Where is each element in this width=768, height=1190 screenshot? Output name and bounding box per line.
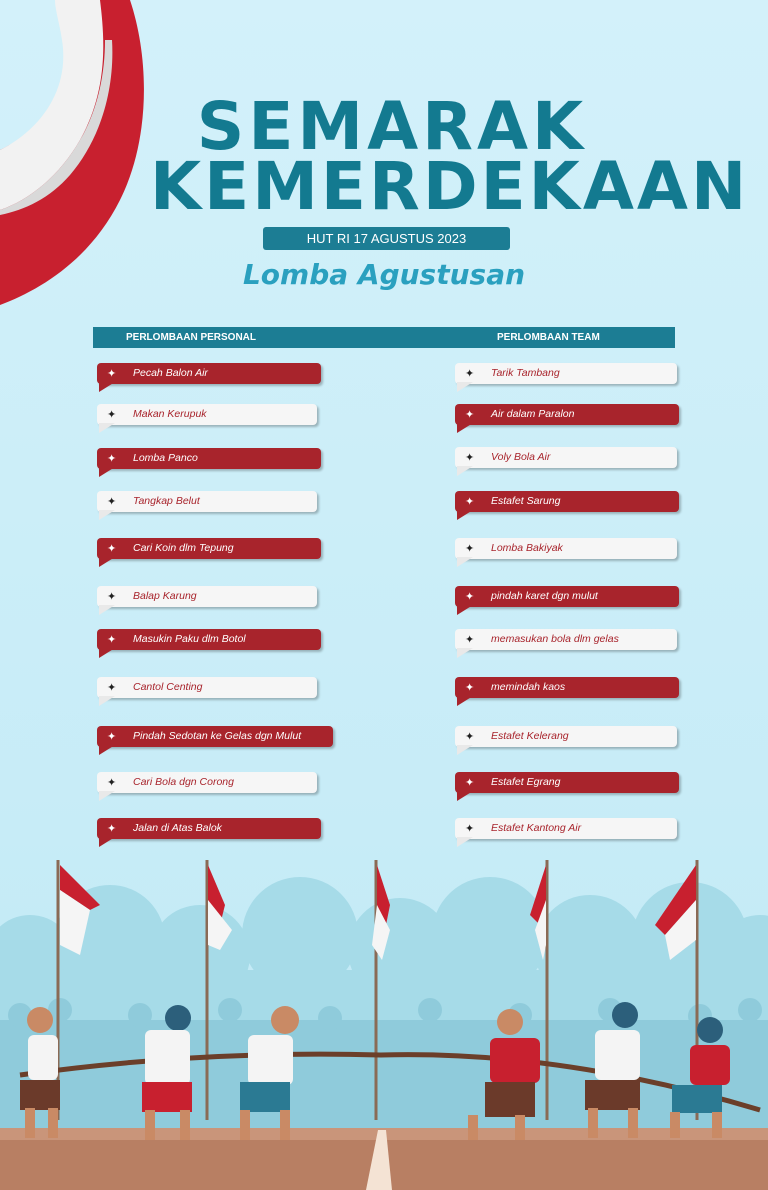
sparkle-icon: ✦	[107, 730, 117, 743]
item-label: Lomba Panco	[133, 452, 198, 464]
team-item-air-dalam-paralon	[455, 404, 679, 425]
team-column-header: PERLOMBAAN TEAM	[497, 332, 600, 343]
sparkle-icon: ✦	[107, 681, 117, 694]
sparkle-icon: ✦	[465, 730, 475, 743]
item-label: Estafet Sarung	[491, 495, 561, 507]
item-label: pindah karet dgn mulut	[491, 590, 598, 602]
item-label: Jalan di Atas Balok	[133, 822, 222, 834]
item-label: Pecah Balon Air	[133, 367, 208, 379]
item-label: Makan Kerupuk	[133, 408, 207, 420]
sparkle-icon: ✦	[465, 451, 475, 464]
item-label: Cari Bola dgn Corong	[133, 776, 234, 788]
sparkle-icon: ✦	[465, 776, 475, 789]
date-badge: HUT RI 17 AGUSTUS 2023	[263, 227, 510, 250]
sparkle-icon: ✦	[107, 495, 117, 508]
sparkle-icon: ✦	[107, 776, 117, 789]
item-label: memindah kaos	[491, 681, 566, 693]
sparkle-icon: ✦	[107, 367, 117, 380]
team-item-lomba-bakiyak	[455, 538, 677, 559]
main-title-line2: KEMERDEKAAN	[150, 148, 750, 225]
sparkle-icon: ✦	[465, 367, 475, 380]
sparkle-icon: ✦	[107, 633, 117, 646]
column-header-bar	[93, 327, 675, 348]
team-item-memindah-kaos	[455, 677, 679, 698]
item-label: Estafet Kelerang	[491, 730, 569, 742]
personal-item-tangkap-belut	[97, 491, 317, 512]
item-label: Cantol Centing	[133, 681, 203, 693]
personal-item-pecah-balon-air	[97, 363, 321, 384]
item-label: memasukan bola dlm gelas	[491, 633, 619, 645]
tug-of-war-illustration	[0, 850, 768, 1190]
item-label: Masukin Paku dlm Botol	[133, 633, 246, 645]
subtitle: Lomba Agustusan	[242, 258, 526, 291]
personal-item-jalan-di-atas-balok	[97, 818, 321, 839]
sparkle-icon: ✦	[107, 590, 117, 603]
sparkle-icon: ✦	[465, 495, 475, 508]
item-label: Air dalam Paralon	[491, 408, 575, 420]
item-label: Estafet Egrang	[491, 776, 561, 788]
item-label: Balap Karung	[133, 590, 197, 602]
personal-column-header: PERLOMBAAN PERSONAL	[126, 332, 257, 343]
sparkle-icon: ✦	[465, 590, 475, 603]
item-label: Lomba Bakiyak	[491, 542, 563, 554]
sparkle-icon: ✦	[465, 681, 475, 694]
personal-item-cari-koin-dlm-tepung	[97, 538, 321, 559]
team-item-pindah-karet-dgn-mulut	[455, 586, 679, 607]
personal-item-pindah-sedotan-ke-gelas-dgn-mulut	[97, 726, 333, 747]
sparkle-icon: ✦	[107, 822, 117, 835]
item-label: Cari Koin dlm Tepung	[133, 542, 234, 554]
team-item-estafet-kantong-air	[455, 818, 677, 839]
personal-item-balap-karung	[97, 586, 317, 607]
team-item-estafet-kelerang	[455, 726, 677, 747]
personal-item-lomba-panco	[97, 448, 321, 469]
main-title-line1: SEMARAK	[196, 88, 588, 165]
item-label: Tarik Tambang	[491, 367, 560, 379]
sparkle-icon: ✦	[107, 408, 117, 421]
sparkle-icon: ✦	[107, 542, 117, 555]
item-label: Tangkap Belut	[133, 495, 200, 507]
team-item-estafet-sarung	[455, 491, 679, 512]
item-label: Voly Bola Air	[491, 451, 551, 463]
sparkle-icon: ✦	[465, 542, 475, 555]
team-item-voly-bola-air	[455, 447, 677, 468]
sparkle-icon: ✦	[465, 822, 475, 835]
item-label: Pindah Sedotan ke Gelas dgn Mulut	[133, 730, 302, 742]
personal-item-cari-bola-dgn-corong	[97, 772, 317, 793]
team-item-tarik-tambang	[455, 363, 677, 384]
personal-item-cantol-centing	[97, 677, 317, 698]
item-label: Estafet Kantong Air	[491, 822, 582, 834]
team-item-estafet-egrang	[455, 772, 679, 793]
sparkle-icon: ✦	[107, 452, 117, 465]
sparkle-icon: ✦	[465, 408, 475, 421]
sparkle-icon: ✦	[465, 633, 475, 646]
team-item-memasukan-bola-dlm-gelas	[455, 629, 677, 650]
personal-item-makan-kerupuk	[97, 404, 317, 425]
personal-item-masukin-paku-dlm-botol	[97, 629, 321, 650]
